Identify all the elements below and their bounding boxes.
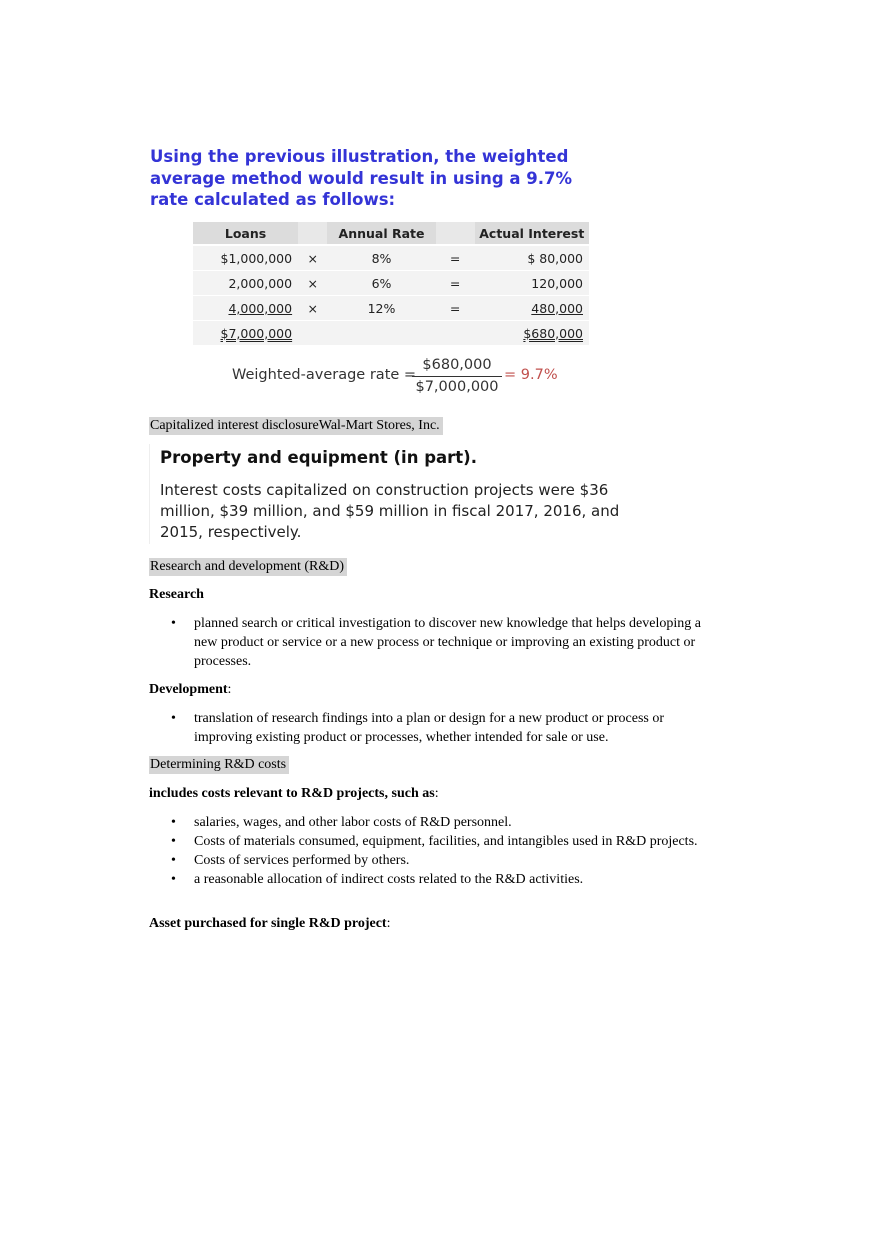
caption-walmart: Capitalized interest disclosureWal-Mart Stores, Inc. [149,417,443,435]
table-row [193,296,589,321]
development-label: Development [149,682,228,697]
disclosure-body: Interest costs capitalized on construction projects were $36 million, $39 million, and $59 million in fiscal 2017, 2016, and 2015, respectively. [160,481,620,541]
asset-label: Asset purchased for single R&D project [149,916,387,931]
colon: : [227,682,232,697]
list-item: • planned search or critical investigation to discover new knowledge that helps developing a new product or service or a new process or technique or improving an existing product or processes. [149,614,709,671]
header-loans: Loans [193,222,298,245]
list-item: • salaries, wages, and other labor costs of R&D personnel. [149,813,709,832]
list-item: • translation of research findings into a plan or design for a new product or process or improving existing product or processes, whether intended for sale or use. [149,709,709,747]
section-heading-rd: Research and development (R&D) [149,558,347,576]
disclosure-title: Property and equipment (in part). [160,448,477,467]
loan-amount: $1,000,000 [193,245,298,271]
annual-rate: 8% [327,245,435,271]
section-heading-costs: Determining R&D costs [149,756,289,774]
equals-sign: = [436,271,475,296]
times-sign: × [298,296,327,321]
formula-label: Weighted-average rate = [232,367,417,383]
figure-heading: Using the previous illustration, the weighted average method would result in using a 9.7% rate calculated as follows: [150,147,573,209]
equals-sign: = [436,245,475,271]
costs-list [149,813,709,889]
colon: : [434,786,439,801]
times-sign: × [298,245,327,271]
table-total-row [193,321,589,346]
asset-heading [149,915,391,933]
times-sign: × [298,271,327,296]
header-actual-interest: Actual Interest [475,222,589,245]
header-blank [298,222,327,245]
list-item: • Costs of services performed by others. [149,851,709,870]
loans-table [193,222,589,346]
actual-interest: 480,000 [531,300,583,316]
research-list [149,614,709,671]
table-header-row [193,222,589,245]
weighted-average-figure [150,146,600,211]
formula-fraction [412,355,502,398]
research-label: Research [149,587,204,602]
walmart-disclosure-figure [149,444,650,544]
loan-amount: 4,000,000 [228,300,293,316]
actual-interest: 120,000 [475,271,589,296]
loan-amount: 2,000,000 [193,271,298,296]
costs-label: includes costs relevant to R&D projects, such as [149,786,435,801]
formula-result: = 9.7% [504,367,558,383]
colon: : [386,916,391,931]
costs-heading [149,785,439,803]
list-item: • a reasonable allocation of indirect costs related to the R&D activities. [149,870,709,889]
formula-denominator: $7,000,000 [415,379,499,395]
annual-rate: 12% [327,296,435,321]
total-loans: $7,000,000 [220,325,293,341]
header-annual-rate: Annual Rate [327,222,435,245]
formula-numerator: $680,000 [422,357,492,373]
development-list [149,709,709,747]
list-item: • Costs of materials consumed, equipment, facilities, and intangibles used in R&D projects. [149,832,709,851]
total-interest: $680,000 [523,325,583,341]
actual-interest: $ 80,000 [475,245,589,271]
development-heading [149,681,231,699]
table-row [193,245,589,271]
annual-rate: 6% [327,271,435,296]
header-blank [436,222,475,245]
table-row [193,271,589,296]
equals-sign: = [436,296,475,321]
